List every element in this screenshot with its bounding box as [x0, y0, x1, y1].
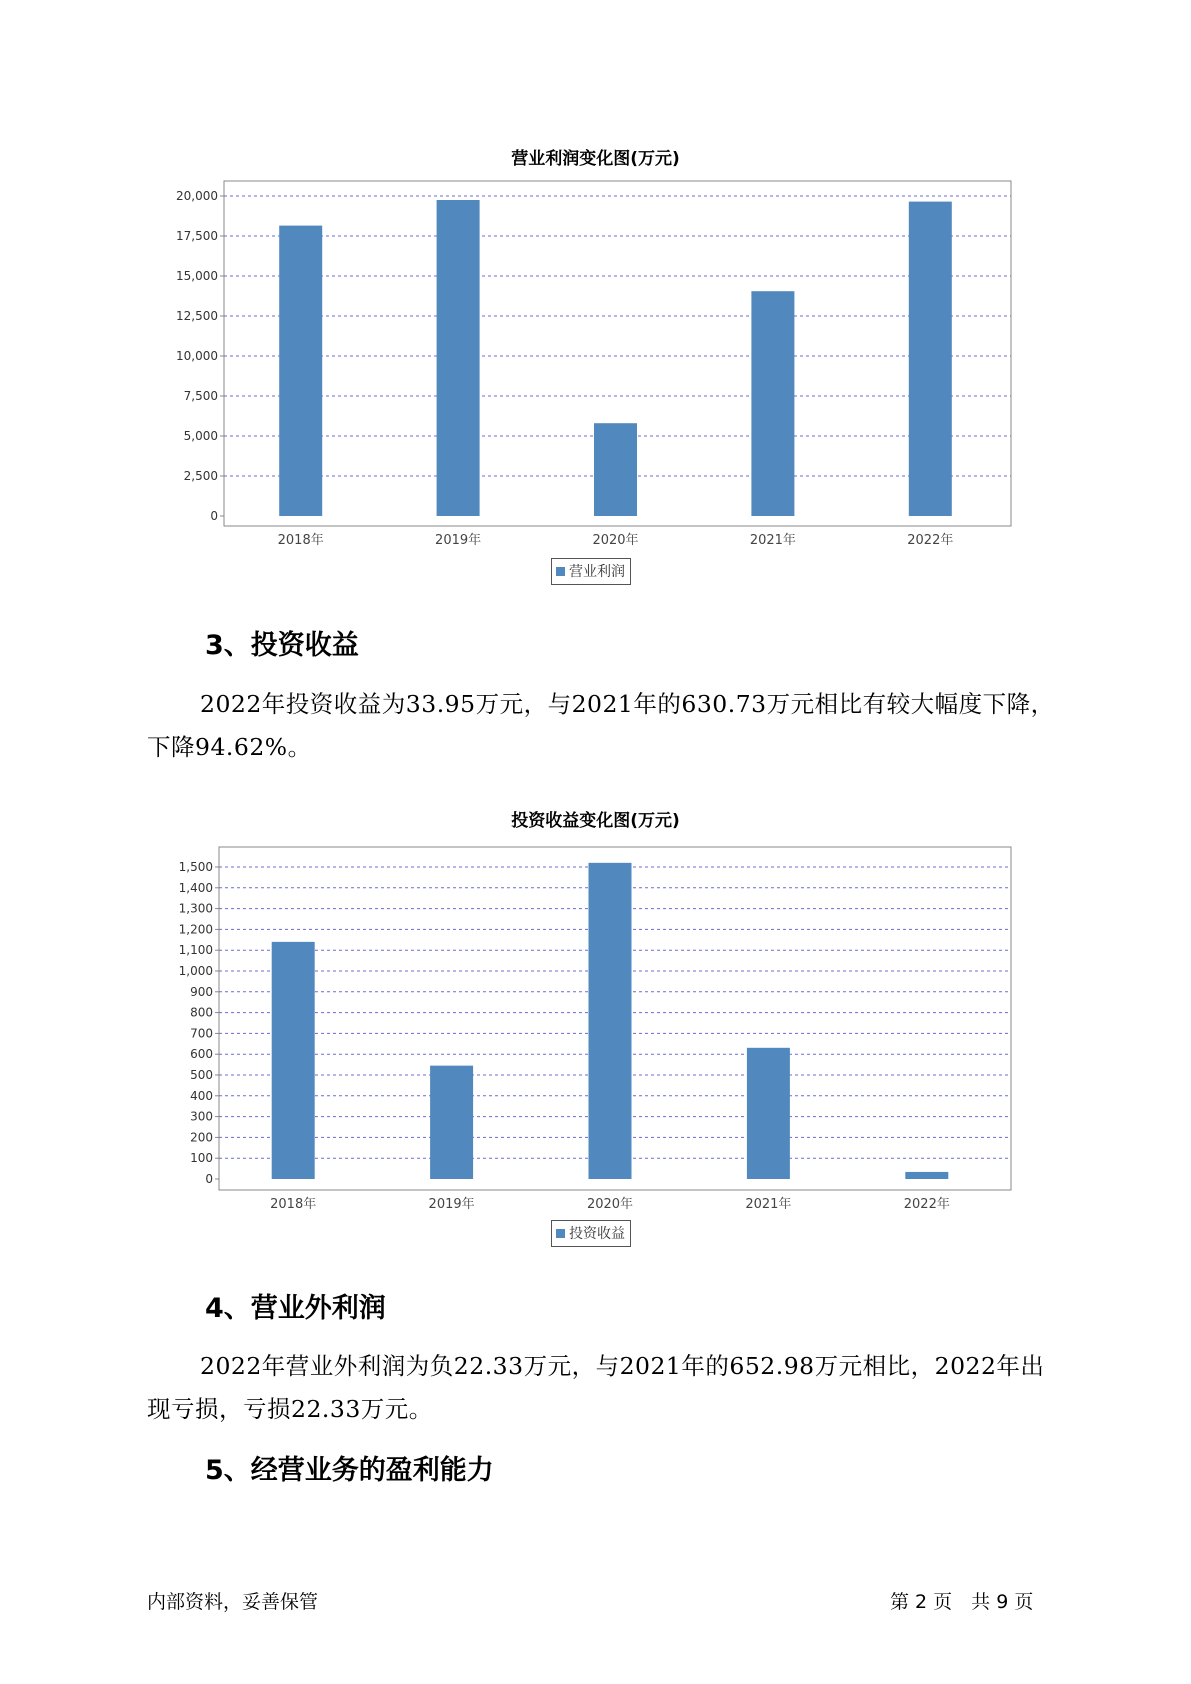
y-tick-label: 12,500 [176, 309, 218, 323]
legend-swatch-icon [556, 1229, 565, 1238]
y-tick-label: 200 [190, 1130, 213, 1145]
y-tick-label: 900 [190, 984, 213, 999]
y-tick-label: 10,000 [176, 349, 218, 363]
y-tick-label: 0 [210, 509, 218, 523]
y-tick-label: 15,000 [176, 269, 218, 283]
section5-heading: 5、经营业务的盈利能力 [205, 1455, 494, 1486]
y-tick-label: 1,200 [178, 922, 213, 937]
x-tick-label: 2022年 [903, 1197, 950, 1212]
y-tick-label: 100 [190, 1151, 213, 1166]
x-tick-label: 2018年 [277, 533, 324, 548]
y-tick-label: 1,300 [178, 901, 213, 916]
y-tick-label: 5,000 [183, 429, 218, 443]
chart2-title: 投资收益变化图(万元) [511, 811, 680, 831]
section4-heading: 4、营业外利润 [205, 1293, 386, 1324]
x-tick-label: 2019年 [435, 533, 482, 548]
y-tick-label: 600 [190, 1047, 213, 1062]
y-tick-label: 800 [190, 1005, 213, 1020]
y-tick-label: 1,400 [178, 880, 213, 895]
y-tick-label: 400 [190, 1088, 213, 1103]
y-tick-label: 0 [205, 1172, 213, 1186]
chart2-legend [551, 1220, 631, 1247]
y-tick-label: 20,000 [176, 189, 218, 203]
chart1-legend-label: 营业利润 [569, 564, 625, 580]
chart2-legend-label: 投资收益 [569, 1226, 625, 1242]
section3-paragraph: 2022年投资收益为33.95万元，与2021年的630.73万元相比有较大幅度下降，下降94.62%。 [147, 690, 1055, 761]
x-tick-label: 2021年 [749, 533, 796, 548]
y-tick-label: 500 [190, 1068, 213, 1082]
y-tick-label: 7,500 [183, 389, 218, 403]
footer-left: 内部资料，妥善保管 [147, 1591, 319, 1613]
x-tick-label: 2021年 [745, 1197, 792, 1212]
footer-page-number: 第 2 页 共 9 页 [890, 1591, 1034, 1613]
section3-heading: 3、投资收益 [205, 630, 359, 661]
bar-2018年 [272, 942, 315, 1179]
y-tick-label: 700 [190, 1026, 213, 1041]
bar-2021年 [747, 1048, 790, 1179]
x-tick-label: 2019年 [428, 1197, 475, 1212]
x-tick-label: 2022年 [907, 533, 954, 548]
y-tick-label: 1,500 [178, 860, 213, 874]
x-tick-label: 2020年 [586, 1197, 634, 1212]
x-tick-label: 2018年 [270, 1197, 317, 1212]
bar-2022年 [905, 1172, 948, 1179]
bar-2019年 [430, 1066, 473, 1179]
x-tick-label: 2020年 [592, 533, 639, 548]
y-tick-label: 300 [190, 1109, 213, 1124]
y-tick-label: 1,100 [178, 943, 213, 958]
y-tick-label: 2,500 [183, 469, 218, 483]
y-tick-label: 1,000 [178, 964, 213, 978]
y-tick-label: 17,500 [176, 229, 218, 243]
section4-paragraph: 2022年营业外利润为负22.33万元，与2021年的652.98万元相比，2022年出现亏损，亏损22.33万元。 [147, 1352, 1045, 1423]
chart1-title: 营业利润变化图(万元) [511, 149, 680, 169]
bar-2020年 [589, 863, 632, 1179]
